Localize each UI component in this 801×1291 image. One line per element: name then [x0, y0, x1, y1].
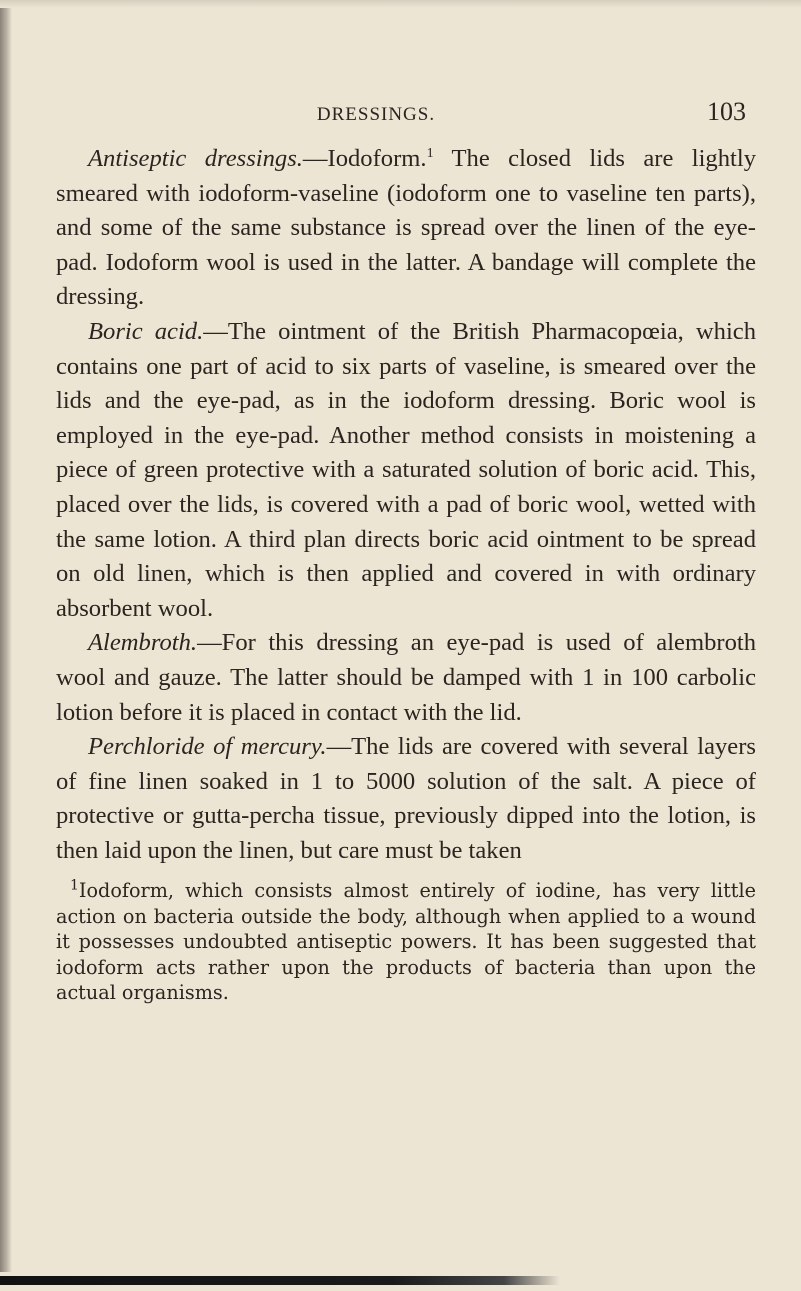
footnote-text: Iodoform, which consists almost entirely of iodine, has very little action on bacteria outside the body, although when applied to a wound it possesses undoubted antiseptic powers. It has been suggested that iodoform acts rather upon the products of bacteria than upon the actual organisms. — [56, 879, 756, 1005]
heading-dash: — — [302, 145, 328, 172]
paragraph-text: Iodoform. — [327, 145, 427, 172]
paragraph-text: For this dressing an eye-pad is used of alembroth wool and gauze. The latter should be damped with 1 in 100 carbolic lotion before it is placed in contact with the lid. — [56, 629, 756, 726]
paragraph-heading: Boric acid. — [88, 317, 204, 345]
paragraph-text: The ointment of the British Pharmacopœia, which contains one part of acid to six parts of vaseline, is smeared over the lids and the eye-pad, as in the iodoform dressing. Boric wool is employed in the eye-pad. Another method consists in moistening a piece of green protective with a saturated solution of boric acid. This, placed over the lids, is covered with a pad of boric wool, wetted with the same lotion. A third plan directs boric acid ointment to be spread on old linen, which is then applied and covered in with ordinary absorbent wool. — [56, 317, 756, 622]
page-binding-edge — [0, 0, 12, 1291]
footnote-marker: 1 — [70, 878, 79, 895]
heading-dash: — — [203, 317, 228, 345]
footnote-paragraph — [56, 878, 756, 1006]
heading-dash: — — [197, 629, 222, 657]
book-page — [56, 92, 756, 1006]
page-top-shadow — [0, 0, 801, 8]
page-number: 103 — [707, 97, 746, 126]
body-text — [56, 142, 756, 868]
running-head: DRESSINGS. — [316, 104, 436, 125]
scan-dark-bar — [0, 1276, 560, 1285]
paragraph-alembroth — [56, 626, 756, 730]
paragraph-heading: Perchloride of mercury. — [88, 733, 327, 761]
paragraph-heading: Alembroth. — [88, 629, 198, 657]
paragraph-boric-acid — [56, 315, 756, 626]
page-header — [56, 92, 756, 132]
footnote — [56, 878, 756, 1006]
footnote-reference: 1 — [426, 145, 434, 161]
scan-bottom-edge — [0, 1272, 801, 1291]
heading-dash: — — [326, 733, 352, 761]
paragraph-heading: Antiseptic dressings. — [88, 145, 303, 172]
paragraph-perchloride-of-mercury — [56, 730, 756, 868]
paragraph-text: The closed lids are lightly smeared with iodoform-vaseline (iodoform one to vaseline ten parts), and some of the same substance is spread over the linen of the eye-pad. Iodoform wool is used in the latter. A bandage will complete the dressing. — [56, 145, 756, 311]
paragraph-text: The lids are covered with several layers of fine linen soaked in 1 to 5000 solution of the salt. A piece of protective or gutta-percha tissue, previously dipped into the lotion, is then laid upon the linen, but care must be taken — [56, 733, 756, 864]
paragraph-antiseptic-dressings — [56, 142, 756, 315]
